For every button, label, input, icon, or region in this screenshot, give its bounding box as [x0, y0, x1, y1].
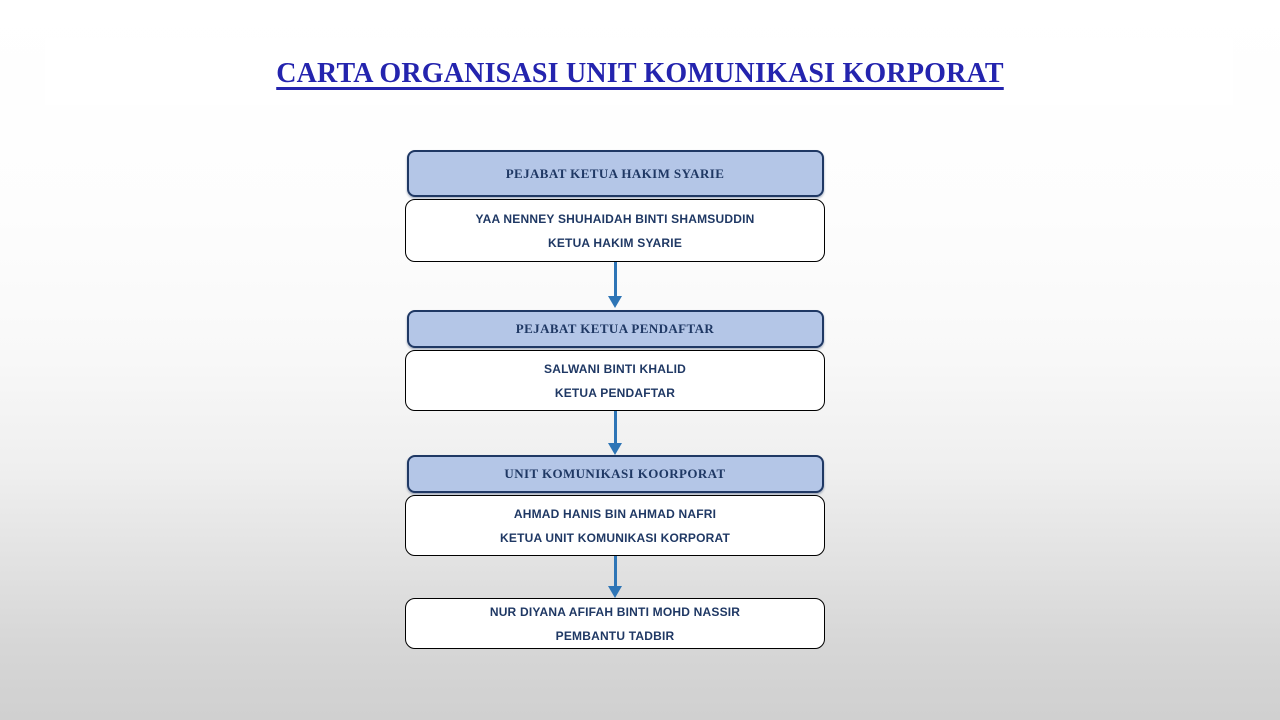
org-node-body [405, 350, 825, 411]
org-node-header-label: PEJABAT KETUA PENDAFTAR [515, 321, 715, 336]
org-node-pembantu-tadbir [405, 598, 825, 649]
person-name: NUR DIYANA AFIFAH BINTI MOHD NASSIR [489, 604, 741, 619]
down-arrow-connector [405, 262, 825, 308]
org-node-pejabat-ketua-hakim-syarie [405, 150, 825, 262]
org-node-pejabat-ketua-pendaftar [405, 310, 825, 411]
org-node-body [405, 598, 825, 649]
person-role: KETUA PENDAFTAR [554, 385, 676, 400]
org-node-header-label: UNIT KOMUNIKASI KOORPORAT [504, 466, 726, 481]
person-name: SALWANI BINTI KHALID [544, 361, 686, 376]
person-role: PEMBANTU TADBIR [555, 628, 675, 643]
org-node-header [407, 150, 824, 197]
org-node-header-label: PEJABAT KETUA HAKIM SYARIE [505, 165, 725, 181]
person-role: KETUA HAKIM SYARIE [547, 235, 683, 250]
person-name: AHMAD HANIS BIN AHMAD NAFRI [513, 506, 717, 521]
org-node-unit-komunikasi-koorporat [405, 455, 825, 556]
org-node-header [407, 310, 824, 348]
org-node-body [405, 495, 825, 556]
org-chart [405, 0, 825, 720]
connector-line [614, 262, 617, 296]
org-node-header [407, 455, 824, 493]
person-role: KETUA UNIT KOMUNIKASI KORPORAT [500, 530, 730, 545]
page-title: CARTA ORGANISASI UNIT KOMUNIKASI KORPORAT [276, 58, 1004, 89]
org-node-body [405, 199, 825, 262]
connector-line [614, 411, 617, 443]
connector-line [614, 556, 617, 586]
down-arrow-connector [405, 411, 825, 455]
arrowhead-down-icon [608, 586, 622, 598]
down-arrow-connector [405, 556, 825, 598]
arrowhead-down-icon [608, 296, 622, 308]
arrowhead-down-icon [608, 443, 622, 455]
person-name: YAA NENNEY SHUHAIDAH BINTI SHAMSUDDIN [475, 211, 755, 226]
